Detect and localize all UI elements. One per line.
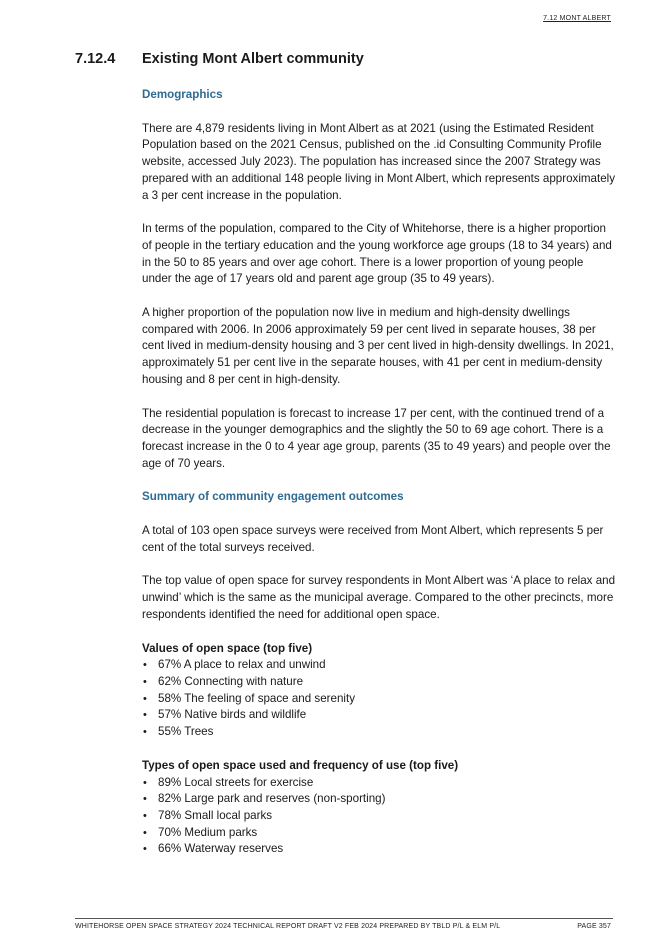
section-title: Existing Mont Albert community <box>142 51 364 67</box>
main-content <box>142 87 616 858</box>
demographics-paragraph: The residential population is forecast to increase 17 per cent, with the continued trend of a decrease in the younger demographics and the slightly the 50 to 69 age cohort. There is a forecast increase in the 0 to 4 year age group, parents (35 to 49 years) and people over the age of 70 years. <box>142 406 611 470</box>
list-item-text: 66% Waterway reserves <box>158 842 284 856</box>
list-item <box>142 808 616 825</box>
list-item-text: 62% Connecting with nature <box>158 674 304 688</box>
demographics-paragraph: In terms of the population, compared to the City of Whitehorse, there is a higher proportion of people in the tertiary education and the young workforce age groups (18 to 34 years) and in the 50 to 85 years and over age cohort. There is a lower proportion of young people under the age of 17 years old and parent age group (35 to 49 years). <box>142 222 612 286</box>
list-item-text: 57% Native birds and wildlife <box>158 708 307 722</box>
list-item-text: 67% A place to relax and unwind <box>158 658 326 672</box>
list-item-text: 58% The feeling of space and serenity <box>158 691 356 705</box>
bullet-icon: • <box>143 826 147 839</box>
list-item <box>142 841 616 858</box>
list-item <box>142 657 616 674</box>
list-item-text: 82% Large park and reserves (non-sporting) <box>158 792 386 806</box>
bullet-icon: • <box>143 843 147 856</box>
demographics-paragraph: A higher proportion of the population now live in medium and high-density dwellings compared with 2006. In 2006 approximately 59 per cent lived in separate houses, 38 per cent lived in medium-density housing and 3 per cent lived in high-density dwellings. In 2021, approximately 51 per cent live in the separate houses, with 41 per cent in medium-density housing and 8 per cent in high-density. <box>142 306 614 386</box>
engagement-paragraph: A total of 103 open space surveys were received from Mont Albert, which represents 5 per cent of the total surveys received. <box>142 524 604 554</box>
bullet-icon: • <box>143 776 147 789</box>
list-item <box>142 707 616 724</box>
bullet-icon: • <box>143 726 147 739</box>
values-list-heading: Values of open space (top five) <box>142 641 313 655</box>
bullet-icon: • <box>143 659 147 672</box>
section-number: 7.12.4 <box>75 51 116 67</box>
list-item <box>142 825 616 842</box>
bullet-icon: • <box>143 809 147 822</box>
list-item <box>142 674 616 691</box>
bullet-icon: • <box>143 692 147 705</box>
types-list <box>142 775 616 859</box>
bullet-icon: • <box>143 675 147 688</box>
demographics-paragraph: There are 4,879 residents living in Mont Albert as at 2021 (using the Estimated Resident Population based on the 2021 Census, published on the .id Consulting Community Profile website, accessed July 2023). The population has increased since the 2007 Strategy was prepared with an additional 148 people living in Mont Albert, which represents approximately a 3 per cent increase in the population. <box>142 121 616 202</box>
demographics-heading: Demographics <box>142 88 223 101</box>
bullet-icon: • <box>143 793 147 806</box>
list-item <box>142 691 616 708</box>
list-item <box>142 791 616 808</box>
list-item-text: 89% Local streets for exercise <box>158 775 314 789</box>
list-item <box>142 724 616 741</box>
engagement-heading: Summary of community engagement outcomes <box>142 490 404 504</box>
list-item-text: 70% Medium parks <box>158 825 258 839</box>
page-number: PAGE 357 <box>577 923 611 930</box>
running-head: 7.12 MONT ALBERT <box>543 15 611 22</box>
list-item <box>142 775 616 792</box>
footer-text: WHITEHORSE OPEN SPACE STRATEGY 2024 TECHNICAL REPORT DRAFT V2 FEB 2024 PREPARED BY TBLD P/L & ELM P/L <box>75 923 501 930</box>
engagement-paragraph: The top value of open space for survey respondents in Mont Albert was ‘A place to relax and unwind’ which is the same as the municipal average. Compared to the other precincts, more respondents identified the need for additional open space. <box>142 574 616 621</box>
types-list-heading: Types of open space used and frequency of use (top five) <box>142 758 459 772</box>
list-item-text: 55% Trees <box>158 725 214 739</box>
list-item-text: 78% Small local parks <box>158 808 273 822</box>
bullet-icon: • <box>143 709 147 722</box>
values-list <box>142 657 616 741</box>
footer-divider <box>75 918 613 919</box>
